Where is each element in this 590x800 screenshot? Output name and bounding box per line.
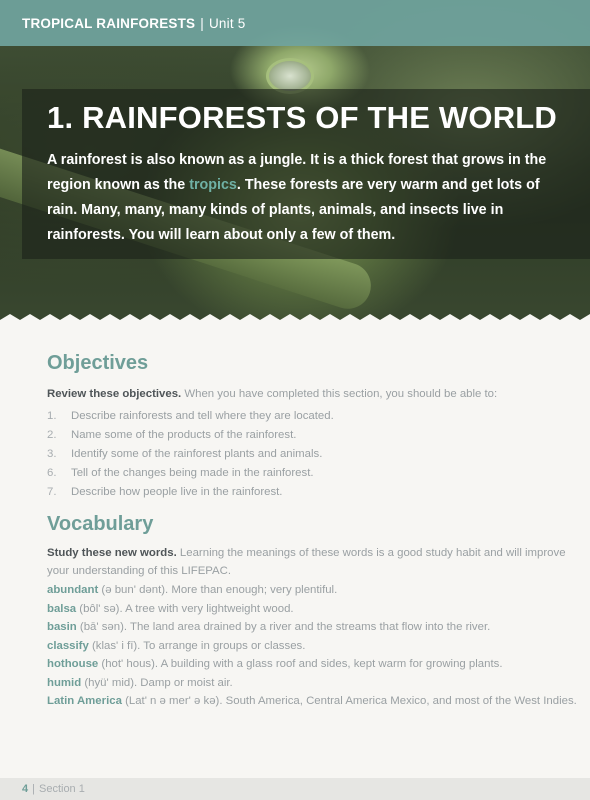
objective-text: Identify some of the rainforest plants and animals.	[71, 447, 323, 460]
vocabulary-list	[47, 581, 577, 711]
section-intro	[47, 148, 567, 248]
vocabulary-entry	[47, 600, 577, 619]
objective-number: 2.	[47, 428, 57, 441]
objective-item	[47, 425, 334, 444]
vocabulary-definition: (hot' hous). A building with a glass roof and sides, kept warm for growing plants.	[98, 658, 503, 670]
objectives-list	[47, 406, 334, 501]
vocabulary-term: basin	[47, 621, 77, 633]
vocabulary-entry	[47, 692, 577, 711]
vocabulary-term: hothouse	[47, 658, 99, 670]
vocabulary-lead: Study these new words.	[47, 547, 177, 559]
objective-item	[47, 406, 334, 425]
vocabulary-instruction-text: Learning the meanings of these words is a good study habit and will improve your understanding of this LIFEPAC.	[47, 547, 566, 577]
series-title: TROPICAL RAINFORESTS	[22, 15, 196, 31]
glossary-keyword: tropics	[189, 177, 237, 193]
objective-item	[47, 444, 334, 463]
vocabulary-heading: Vocabulary	[47, 513, 154, 535]
vocabulary-definition: (Lat' n ə mer' ə kə). South America, Central America Mexico, and most of the West Indies.	[121, 695, 577, 707]
vocabulary-entry	[47, 655, 577, 674]
hero-banner	[0, 0, 590, 336]
objective-number: 6.	[47, 466, 57, 479]
objective-text: Tell of the changes being made in the rainforest.	[71, 466, 314, 479]
vocabulary-definition: (klas' i fī). To arrange in groups or classes.	[88, 639, 306, 652]
objectives-instruction	[47, 385, 577, 403]
objective-item	[47, 463, 334, 482]
unit-label: Unit 5	[208, 15, 246, 31]
intro-text-end: . These forests are very warm and get lots of rain. Many, many, many kinds of plants, animals, and insects live in rainforests. You will learn about only a few of them.	[47, 177, 540, 243]
page-footer	[0, 778, 590, 800]
header-separator: |	[200, 15, 204, 31]
objective-text: Describe rainforests and tell where they are located.	[71, 409, 334, 422]
vocabulary-definition: (bôl' sə). A tree with very lightweight wood.	[76, 602, 294, 615]
vocabulary-term: classify	[47, 639, 89, 652]
vocabulary-entry	[47, 674, 577, 693]
footer-separator: |	[32, 783, 35, 795]
vocabulary-definition: (bā' sən). The land area drained by a river and the streams that flow into the river.	[76, 621, 491, 633]
running-header	[0, 0, 590, 46]
vocabulary-term: abundant	[47, 584, 99, 596]
vocabulary-term: humid	[47, 676, 82, 689]
objective-item	[47, 482, 334, 501]
vocabulary-definition: (ə bun' dənt). More than enough; very plentiful.	[98, 584, 338, 596]
vocabulary-entry	[47, 618, 577, 637]
objective-number: 1.	[47, 409, 57, 422]
objectives-lead: Review these objectives.	[47, 388, 182, 400]
zigzag-divider	[0, 310, 590, 338]
page-number: 4	[22, 783, 29, 795]
objectives-heading: Objectives	[47, 352, 149, 374]
objectives-instruction-text: When you have completed this section, you should be able to:	[181, 388, 498, 400]
footer-section-label: Section 1	[38, 783, 85, 795]
vocabulary-instruction	[47, 544, 577, 580]
objective-text: Describe how people live in the rainforest.	[71, 485, 283, 498]
intro-text-start: A rainforest is also known as a jungle. It is a thick forest that grows in the region known as the	[47, 152, 547, 193]
section-title: 1. RAINFORESTS OF THE WORLD	[47, 100, 558, 135]
vocabulary-definition: (hyü' mid). Damp or moist air.	[81, 676, 233, 689]
objective-text: Name some of the products of the rainforest.	[71, 428, 297, 441]
objective-number: 3.	[47, 447, 57, 460]
vocabulary-entry	[47, 581, 577, 600]
vocabulary-term: balsa	[47, 602, 77, 615]
vocabulary-entry	[47, 637, 577, 656]
vocabulary-term: Latin America	[47, 695, 122, 707]
objective-number: 7.	[47, 485, 57, 498]
